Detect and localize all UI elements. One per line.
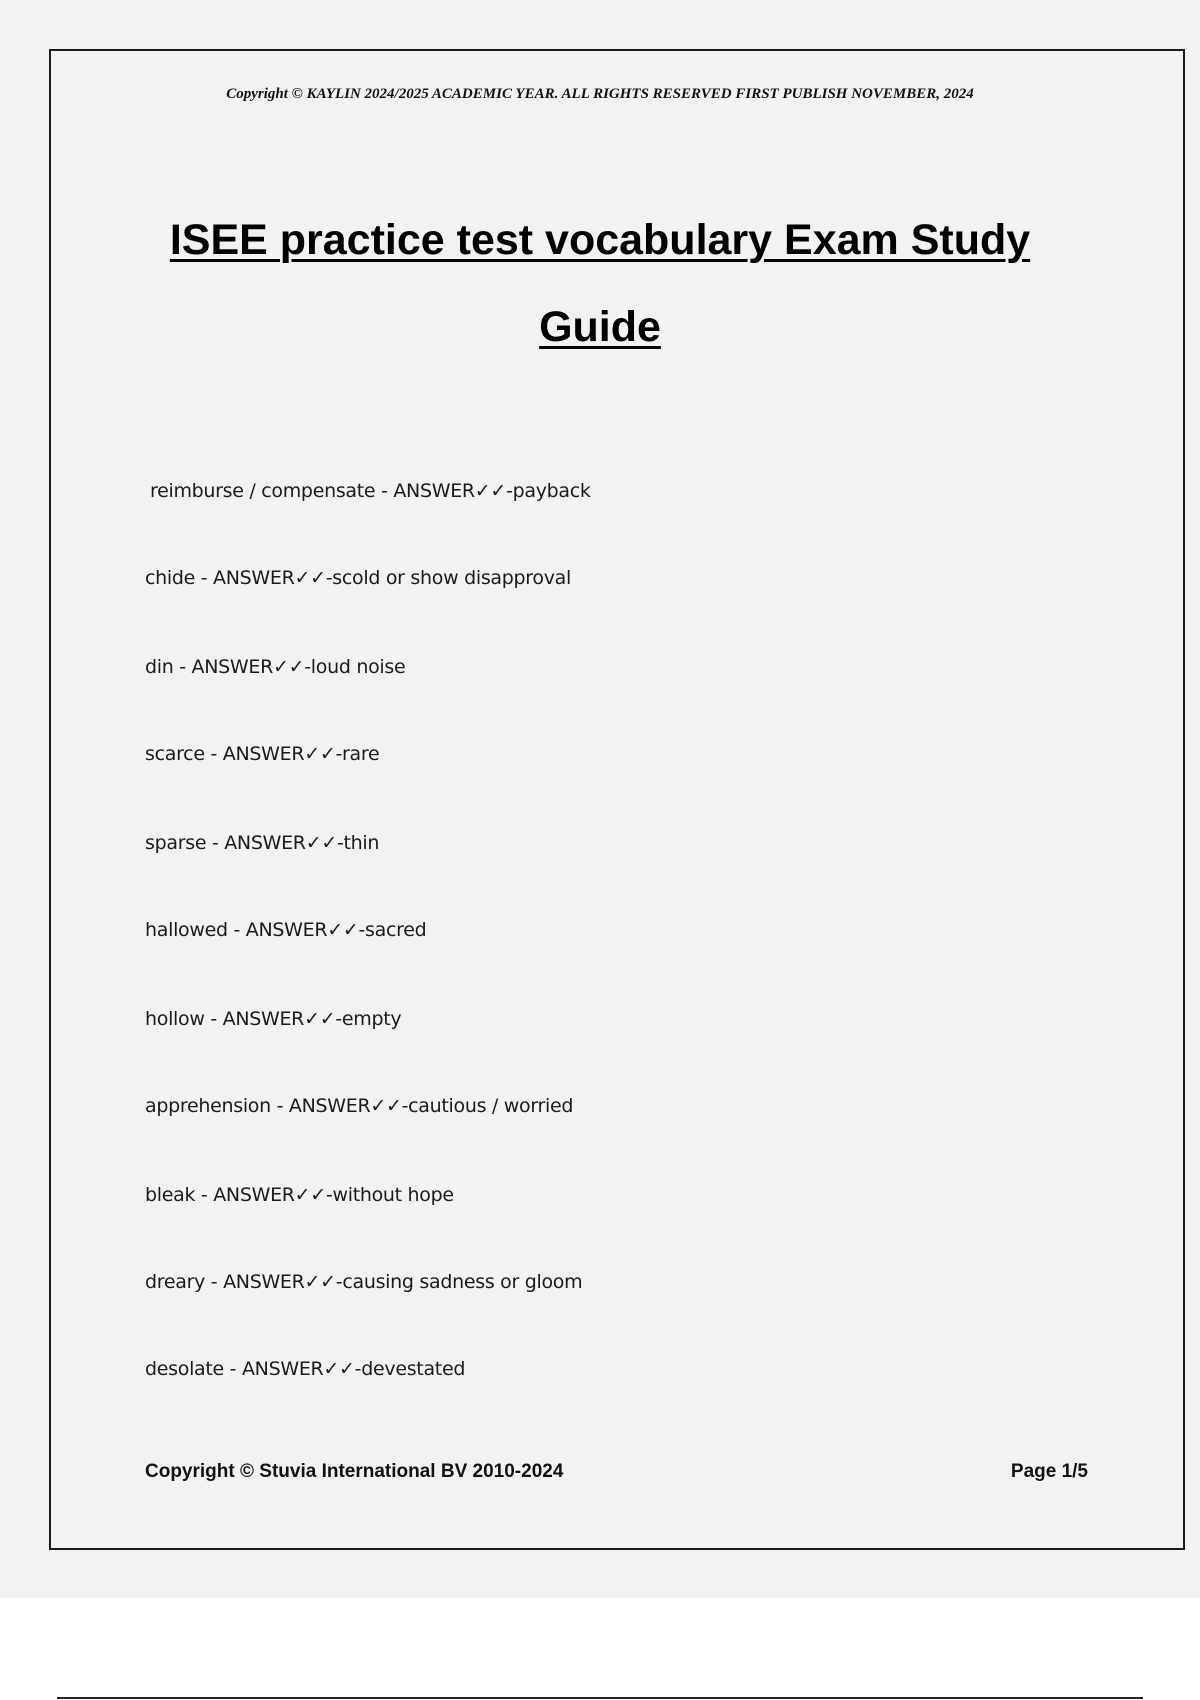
vocabulary-entry: hollow - ANSWER✓✓-empty [145, 1008, 402, 1030]
page-border [49, 49, 1185, 1550]
vocabulary-entry: desolate - ANSWER✓✓-devestated [145, 1358, 466, 1380]
page-number: Page 1/5 [1010, 1461, 1088, 1482]
vocabulary-entry: reimburse / compensate - ANSWER✓✓-payback [150, 480, 591, 502]
vocabulary-entry: sparse - ANSWER✓✓-thin [145, 832, 380, 854]
document-title-line-2: Guide [539, 303, 661, 351]
footer-copyright: Copyright © Stuvia International BV 2010-2024 [145, 1461, 564, 1482]
vocabulary-entry: chide - ANSWER✓✓-scold or show disapproval [145, 567, 571, 589]
vocabulary-entry: din - ANSWER✓✓-loud noise [145, 656, 406, 678]
header-copyright: Copyright © KAYLIN 2024/2025 ACADEMIC YEAR. ALL RIGHTS RESERVED FIRST PUBLISH NOVEMBER, 2024 [226, 86, 974, 102]
vocabulary-entry: apprehension - ANSWER✓✓-cautious / worried [145, 1095, 574, 1117]
document-title-line-1: ISEE practice test vocabulary Exam Study [169, 216, 1031, 264]
vocabulary-entry: scarce - ANSWER✓✓-rare [145, 743, 380, 765]
vocabulary-entry: dreary - ANSWER✓✓-causing sadness or gloom [145, 1271, 583, 1293]
vocabulary-entry: hallowed - ANSWER✓✓-sacred [145, 919, 427, 941]
next-page-divider [57, 1697, 1143, 1699]
vocabulary-entry: bleak - ANSWER✓✓-without hope [145, 1184, 454, 1206]
